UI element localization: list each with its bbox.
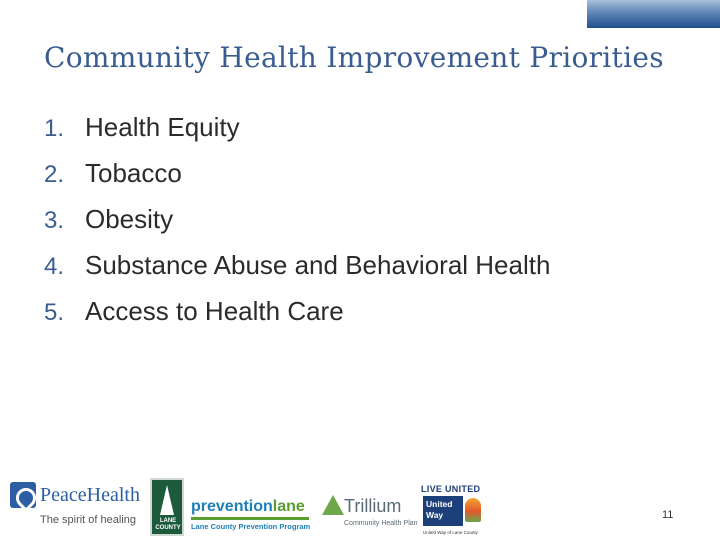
- united-way-subtitle: United Way of Lane County: [423, 530, 478, 535]
- list-item-label: Health Equity: [85, 112, 240, 142]
- list-item: [44, 204, 684, 250]
- united-way-line1: United: [426, 499, 453, 509]
- peacehealth-logo: [10, 482, 150, 537]
- list-item: [44, 112, 684, 158]
- list-item-number: 2.: [44, 161, 65, 188]
- preventionlane-subtitle: Lane County Prevention Program: [191, 522, 311, 531]
- list-item-number: 3.: [44, 207, 65, 234]
- trillium-subtitle: Community Health Plan: [344, 520, 418, 527]
- trillium-leaf-icon: [322, 495, 344, 515]
- list-item: [44, 250, 684, 296]
- trillium-logo: [322, 492, 422, 534]
- list-item: [44, 296, 684, 342]
- list-item-number: 4.: [44, 253, 65, 280]
- slide-title: Community Health Improvement Priorities: [44, 41, 664, 74]
- header-accent-bar: [587, 0, 720, 28]
- list-item-number: 5.: [44, 299, 65, 326]
- preventionlane-name: preventionlane: [191, 498, 305, 515]
- priority-list: [44, 112, 684, 342]
- united-way-logo: [421, 484, 485, 538]
- united-way-box: [423, 496, 463, 526]
- lane-county-logo: [150, 478, 184, 536]
- preventionlane-bar: [191, 517, 309, 520]
- peacehealth-tagline: The spirit of healing: [40, 514, 136, 526]
- united-way-slogan: LIVE UNITED: [421, 484, 481, 494]
- list-item-label: Obesity: [85, 204, 174, 234]
- peacehealth-name: PeaceHealth: [40, 484, 140, 506]
- united-way-hand-icon: [465, 498, 481, 522]
- lane-county-text: LANE COUNTY: [155, 518, 181, 531]
- list-item-label: Access to Health Care: [85, 296, 344, 326]
- list-item-label: Substance Abuse and Behavioral Health: [85, 250, 551, 280]
- list-item-label: Tobacco: [85, 158, 182, 188]
- page-number: 11: [662, 509, 674, 521]
- list-item: [44, 158, 684, 204]
- list-item-number: 1.: [44, 115, 65, 142]
- united-way-line2: Way: [426, 510, 444, 520]
- peacehealth-mark-icon: [10, 482, 36, 508]
- preventionlane-logo: [191, 498, 316, 534]
- trillium-name: Trillium: [344, 496, 402, 516]
- tree-icon: [160, 485, 174, 515]
- partner-logos: [0, 470, 720, 540]
